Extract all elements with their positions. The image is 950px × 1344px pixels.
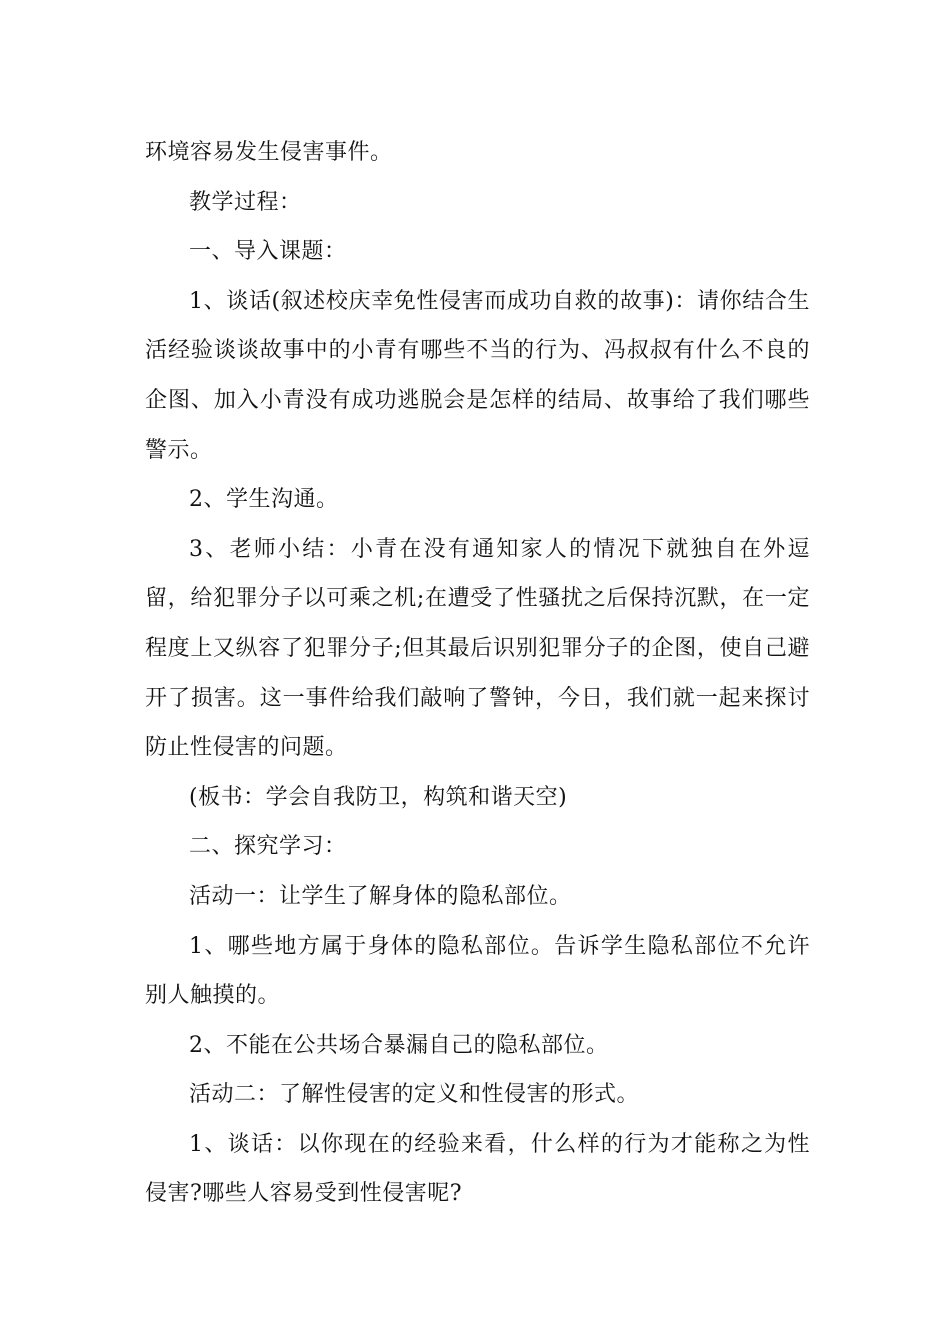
paragraph-teaching-process-heading: 教学过程：: [189, 189, 302, 215]
document-body: [145, 128, 810, 1219]
paragraph-talk-definition: 1、谈话：以你现在的经验来看，什么样的行为才能称之为性侵害?哪些人容易受到性侵害呢?: [145, 1131, 810, 1207]
paragraph-section-two-heading: 二、探究学习：: [189, 834, 347, 860]
paragraph-talk-story: 1、谈话(叙述校庆幸免性侵害而成功自救的故事)：请你结合生活经验谈谈故事中的小青有哪些不当的行为、冯叔叔有什么不良的企图、加入小青没有成功逃脱会是怎样的结局、故事给了我们哪些警示。: [145, 288, 810, 463]
paragraph-activity-two: 活动二：了解性侵害的定义和性侵害的形式。: [189, 1082, 640, 1108]
paragraph-continuation: 环境容易发生侵害事件。: [145, 140, 393, 165]
paragraph-student-communication: 2、学生沟通。: [189, 487, 339, 513]
paragraph-section-one-heading: 一、导入课题：: [189, 239, 347, 265]
paragraph-private-parts: 1、哪些地方属于身体的隐私部位。告诉学生隐私部位不允许别人触摸的。: [145, 933, 810, 1009]
paragraph-blackboard-note: (板书：学会自我防卫，构筑和谐天空): [189, 784, 568, 810]
paragraph-teacher-summary: 3、老师小结：小青在没有通知家人的情况下就独自在外逗留，给犯罪分子以可乘之机;在遭受了性骚扰之后保持沉默，在一定程度上又纵容了犯罪分子;但其最后识别犯罪分子的企图，使自己避开了损害。这一事件给我们敲响了警钟，今日，我们就一起来探讨防止性侵害的问题。: [145, 536, 810, 761]
paragraph-activity-one: 活动一：让学生了解身体的隐私部位。: [189, 883, 572, 909]
paragraph-no-exposure: 2、不能在公共场合暴漏自己的隐私部位。: [189, 1032, 609, 1058]
